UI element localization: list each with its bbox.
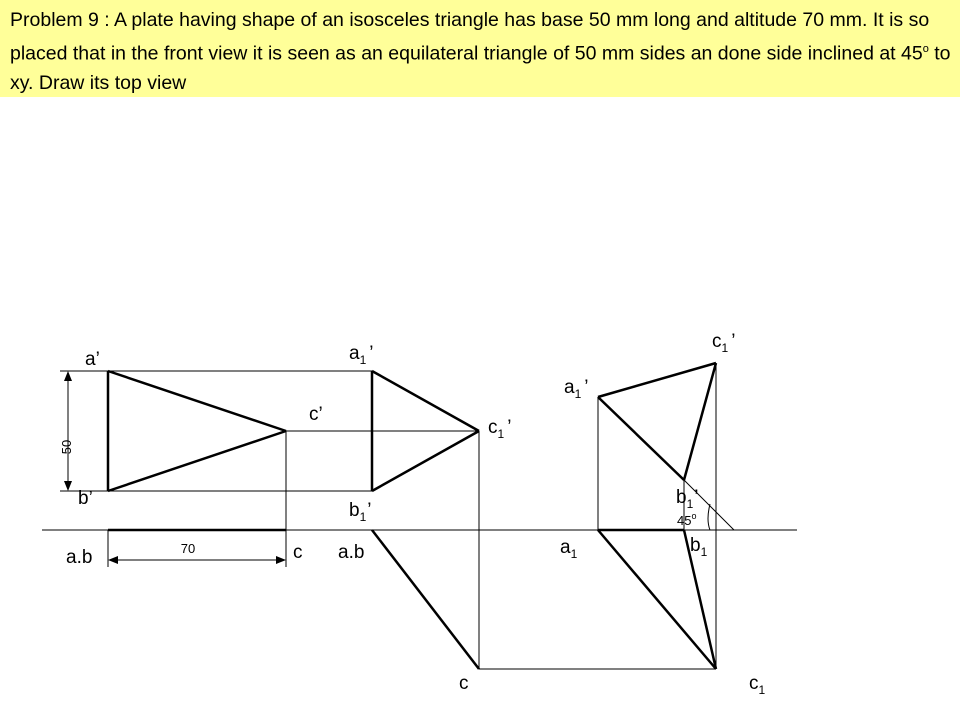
label-c1-stage3-letter: c [712,331,722,352]
label-b1-prime-stage2 [349,500,372,524]
label-c-stage2: c [459,673,469,694]
dim-length-arrow-right [276,556,286,564]
fv3-edge-bc [684,363,716,480]
fv3-edge-ab [598,397,684,480]
label-c1-stage3-sub: 1 [721,341,729,355]
label-a1-stage2-prime: ’ [369,343,374,364]
label-a1-tv-sub: 1 [570,547,578,561]
dim-height-arrow-bottom [64,481,72,491]
problem-text: Problem 9 : A plate having shape of an isosceles triangle has base 50 mm long and altitude 70 mm. It is so placed that in the front view it is seen as an equilateral triangle of 50 mm sides an done side inclined at 45 [10,9,930,65]
label-b1-tv-letter: b [690,535,701,556]
tv2-line [372,530,479,669]
angle-label [677,511,696,528]
label-a1-stage3 [560,537,578,561]
label-c-prime: c’ [309,404,323,425]
label-b-prime: b’ [78,488,93,509]
label-a1-stage3-letter: a [564,377,575,398]
angle-degree: o [691,511,697,521]
label-b1-stage3-prime: ’ [694,487,699,508]
label-b1-stage2-letter: b [349,500,360,521]
label-c1-stage2-prime: ’ [507,417,512,438]
label-a1-tv-letter: a [560,537,571,558]
label-a1-stage2-letter: a [349,343,360,364]
label-c: c [293,542,303,563]
dim-height-arrow-top [64,371,72,381]
label-b1-stage3-sub: 1 [686,497,694,511]
label-c1-tv-letter: c [749,673,759,694]
label-b1-stage2-sub: 1 [359,510,367,524]
label-a-prime: a’ [85,349,100,370]
label-a1-stage3-sub: 1 [574,387,582,401]
label-ab-stage2: a.b [338,542,365,563]
dim-height-text: 50 [59,439,74,455]
angle-arc [708,504,710,530]
label-a1-prime-stage2 [349,343,374,367]
degree-mark: o [922,43,929,55]
fv1-edge-bc [108,431,286,491]
label-c1-prime-stage2 [488,417,511,441]
label-a1-prime-stage3 [564,377,589,401]
label-ab: a.b [66,547,93,568]
dim-length-text: 70 [180,541,196,556]
fv2-edge-bc [372,431,479,491]
fv2-edge-ac [372,371,479,431]
label-b1-prime-stage3 [676,487,699,511]
label-b1-stage3-letter: b [676,487,687,508]
fv1-edge-ac [108,371,286,431]
label-b1-tv-sub: 1 [700,545,708,559]
problem-text-end: to xy. Draw its top view [10,42,951,94]
label-c1-prime-stage3 [712,331,735,355]
label-c1-stage2-letter: c [488,417,498,438]
label-b1-stage2-prime: ’ [367,500,372,521]
label-a1-stage3-prime: ’ [584,377,589,398]
label-b1-stage3 [690,535,708,559]
angle-value: 45 [677,513,692,528]
label-c1-stage3 [749,673,766,697]
label-c1-tv-sub: 1 [758,683,766,697]
fv3-edge-ac [598,363,716,397]
dim-length-arrow-left [108,556,118,564]
label-c1-stage2-sub: 1 [497,427,505,441]
label-c1-stage3-prime: ’ [731,331,736,352]
label-a1-stage2-sub: 1 [359,353,367,367]
